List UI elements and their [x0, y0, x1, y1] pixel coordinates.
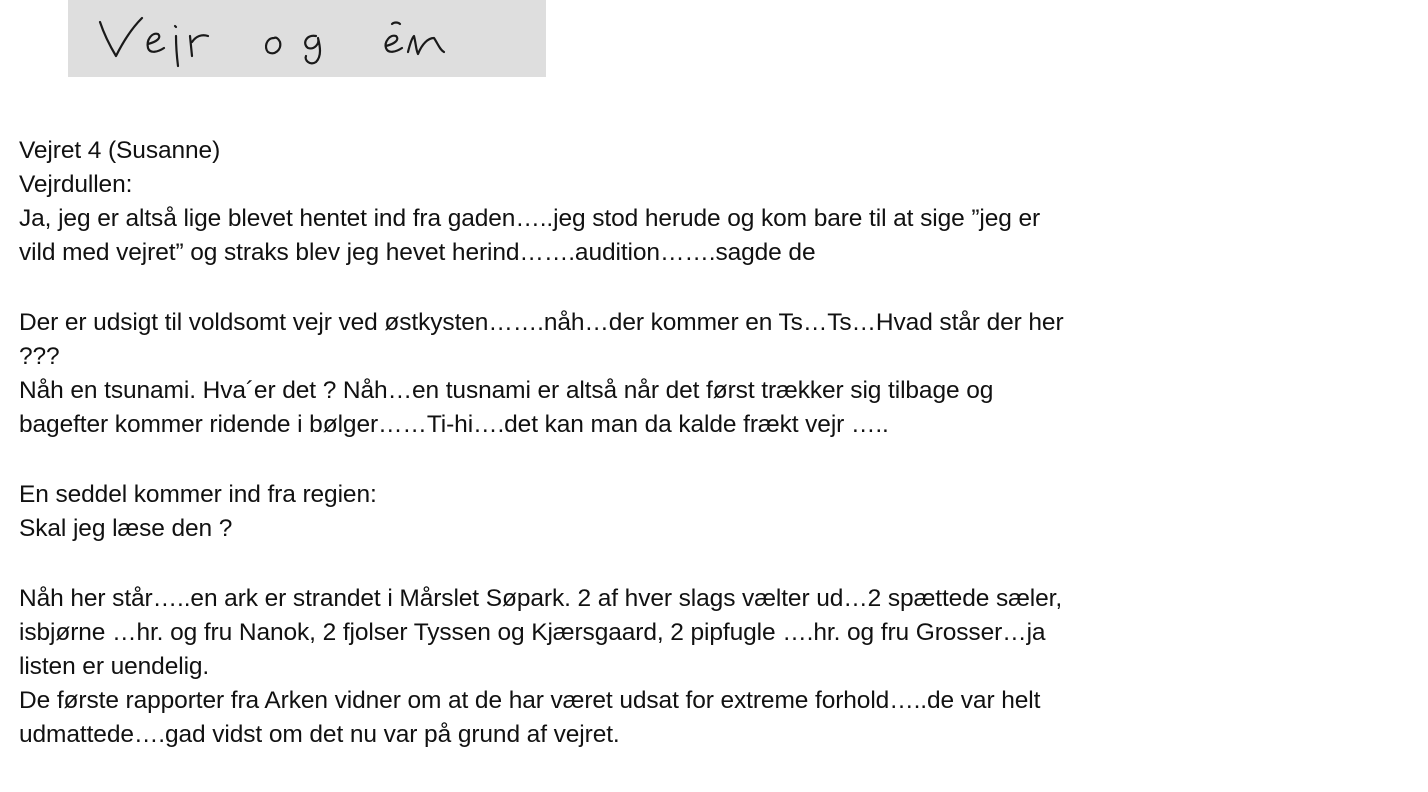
text-line: Vejrdullen: — [19, 171, 133, 198]
document-body — [19, 134, 1419, 752]
text-line: En seddel kommer ind fra regien: — [19, 481, 377, 508]
handwriting-image — [68, 0, 546, 77]
paragraph — [19, 582, 1419, 752]
paragraph-gap — [19, 270, 1419, 306]
text-line: udmattede….gad vidst om det nu var på grund af vejret. — [19, 721, 620, 748]
text-line: vild med vejret” og straks blev jeg hevet herind…….audition…….sagde de — [19, 239, 816, 266]
text-line: Ja, jeg er altså lige blevet hentet ind fra gaden…..jeg stod herude og kom bare til at sige ”jeg er — [19, 205, 1041, 232]
text-line: ??? — [19, 343, 60, 370]
text-line: De første rapporter fra Arken vidner om at de har været udsat for extreme forhold…..de var helt — [19, 687, 1041, 714]
paragraph — [19, 134, 1419, 270]
text-line: Nåh her står…..en ark er strandet i Mårslet Søpark. 2 af hver slags vælter ud…2 spættede sæler, — [19, 585, 1063, 612]
paragraph — [19, 306, 1419, 442]
text-line: bagefter kommer ridende i bølger……Ti-hi….det kan man da kalde frækt vejr ….. — [19, 411, 889, 438]
text-line: Skal jeg læse den ? — [19, 515, 233, 542]
paragraph-gap — [19, 442, 1419, 478]
text-line: listen er uendelig. — [19, 653, 210, 680]
text-line: Vejret 4 (Susanne) — [19, 137, 221, 164]
paragraph-gap — [19, 546, 1419, 582]
paragraph — [19, 478, 1419, 546]
handwritten-note — [68, 0, 546, 77]
text-line: Der er udsigt til voldsomt vejr ved østkysten…….nåh…der kommer en Ts…Ts…Hvad står der her — [19, 309, 1064, 336]
text-line: isbjørne …hr. og fru Nanok, 2 fjolser Tyssen og Kjærsgaard, 2 pipfugle ….hr. og fru Grosser…ja — [19, 619, 1046, 646]
text-line: Nåh en tsunami. Hva´er det ? Nåh…en tusnami er altså når det først trækker sig tilbage og — [19, 377, 994, 404]
